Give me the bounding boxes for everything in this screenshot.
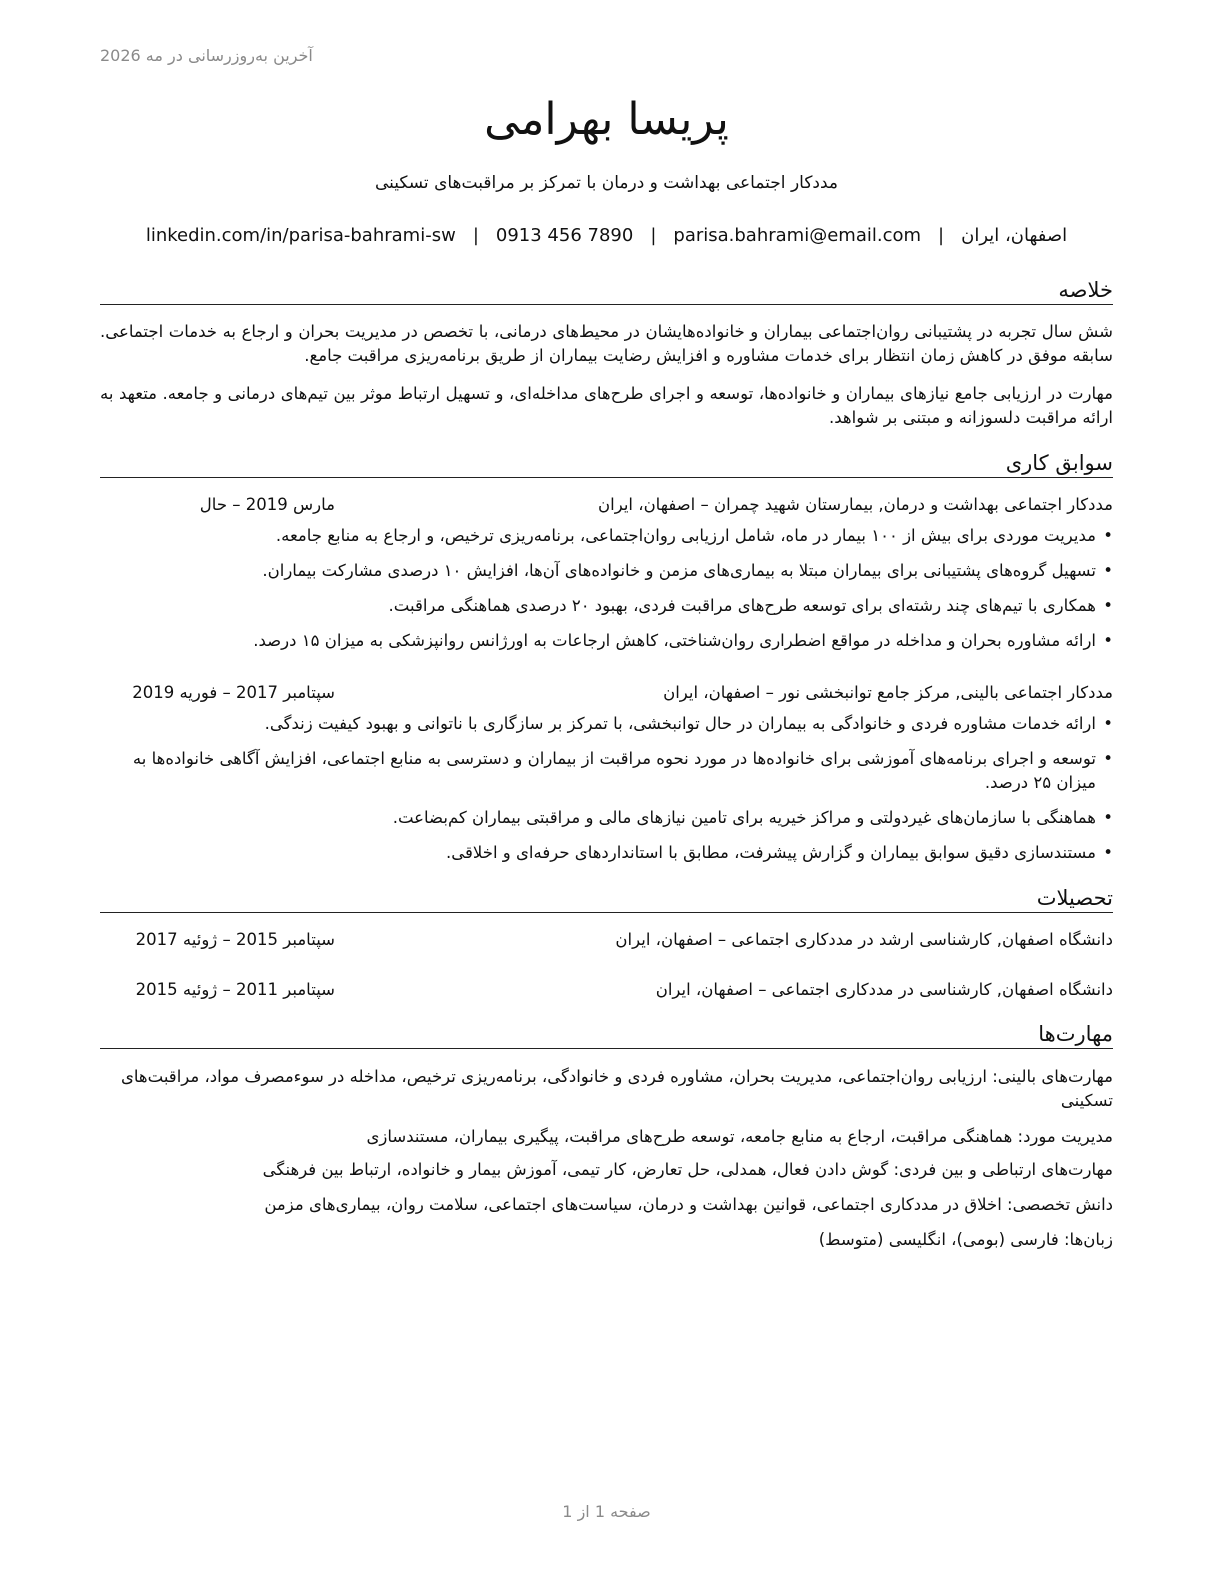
skill-line: دانش تخصصی: اخلاق در مددکاری اجتماعی، قوانین بهداشت و درمان، سیاست‌های اجتماعی، سلامت روان، بیماری‌های مزمن [264, 1195, 1113, 1214]
contact-line [100, 222, 1113, 250]
job-header [100, 492, 1113, 518]
contact-separator: | [472, 225, 479, 246]
contact-location: اصفهان، ایران [961, 225, 1068, 246]
section-title-education: تحصیلات [100, 884, 1113, 913]
job-bullet: • تسهیل گروه‌های پشتیبانی برای بیماران مبتلا به بیماری‌های مزمن و خانواده‌های آن‌ها، افزایش ۱۰ درصدی مشارکت بیماران. [100, 559, 1113, 583]
skill-line: مدیریت مورد: هماهنگی مراقبت، ارجاع به منابع جامعه، توسعه طرح‌های مراقبت، پیگیری بیماران، مستندسازی [366, 1127, 1113, 1146]
summary-paragraph: مهارت در ارزیابی جامع نیازهای بیماران و خانواده‌ها، توسعه و اجرای طرح‌های مداخله‌ای، و تسهیل ارتباط موثر بین تیم‌های درمانی و جامعه. متعهد به ارائه مراقبت دلسوزانه و مبتنی بر شواهد. [100, 384, 1113, 427]
education-title: دانشگاه اصفهان, کارشناسی در مددکاری اجتماعی – اصفهان، ایران [655, 980, 1113, 999]
skill-line: زبان‌ها: فارسی (بومی)، انگلیسی (متوسط) [818, 1230, 1113, 1249]
resume-page [100, 0, 1113, 1584]
job-bullet: • مستندسازی دقیق سوابق بیماران و گزارش پیشرفت، مطابق با استانداردهای حرفه‌ای و اخلاقی. [100, 841, 1113, 865]
last-updated-note: آخرین به‌روزرسانی در مه 2026 [100, 46, 313, 65]
job-bullet: • توسعه و اجرای برنامه‌های آموزشی برای خانواده‌ها در مورد نحوه مراقبت از بیماران و دسترسی به منابع اجتماعی، افزایش آگاهی خانواده‌ها به میزان ۲۵ درصد. [100, 747, 1113, 795]
contact-phone: 0913 456 7890 [495, 225, 634, 246]
candidate-name: پریسا بهرامی [484, 94, 729, 145]
job-bullet: • ارائه خدمات مشاوره فردی و خانوادگی به بیماران در حال توانبخشی، با تمرکز بر سازگاری با ناتوانی و بهبود کیفیت زندگی. [100, 712, 1113, 736]
job-title: مددکار اجتماعی بالینی, مرکز جامع توانبخشی نور – اصفهان، ایران [663, 683, 1113, 702]
candidate-headline: مددکار اجتماعی بهداشت و درمان با تمرکز بر مراقبت‌های تسکینی [374, 173, 839, 193]
job-bullet: • همکاری با تیم‌های چند رشته‌ای برای توسعه طرح‌های مراقبت فردی، بهبود ۲۰ درصدی هماهنگی مراقبت. [100, 594, 1113, 618]
section-title-summary: خلاصه [100, 276, 1113, 305]
contact-separator: | [650, 225, 657, 246]
job-dates: مارس 2019 – حال [199, 495, 335, 514]
section-title-experience: سوابق کاری [100, 449, 1113, 478]
education-item [100, 977, 1113, 1003]
education-item [100, 927, 1113, 953]
skill-line: مهارت‌های بالینی: ارزیابی روان‌اجتماعی، مدیریت بحران، مشاوره فردی و خانوادگی، برنامه‌ریزی ترخیص، مداخله در سوءمصرف مواد، مراقبت‌های تسکینی [120, 1067, 1113, 1110]
job-dates: سپتامبر 2017 – فوریه 2019 [132, 683, 335, 702]
contact-email[interactable]: parisa.bahrami@email.com [673, 225, 922, 246]
job-bullet: • ارائه مشاوره بحران و مداخله در مواقع اضطراری روان‌شناختی، کاهش ارجاعات به اورژانس روانپزشکی به میزان ۱۵ درصد. [100, 629, 1113, 653]
education-dates: سپتامبر 2011 – ژوئیه 2015 [135, 980, 335, 999]
page-number: صفحه 1 از 1 [562, 1502, 651, 1521]
education-dates: سپتامبر 2015 – ژوئیه 2017 [135, 930, 335, 949]
education-title: دانشگاه اصفهان, کارشناسی ارشد در مددکاری اجتماعی – اصفهان، ایران [615, 930, 1113, 949]
job-bullet: • هماهنگی با سازمان‌های غیردولتی و مراکز خیریه برای تامین نیازهای مالی و مراقبتی بیماران کم‌بضاعت. [100, 806, 1113, 830]
section-title-skills: مهارت‌ها [100, 1020, 1113, 1049]
job-bullets [100, 712, 1113, 865]
job-header [100, 680, 1113, 706]
job-bullet: • مدیریت موردی برای بیش از ۱۰۰ بیمار در ماه، شامل ارزیابی روان‌اجتماعی، برنامه‌ریزی ترخیص، و ارجاع به منابع جامعه. [100, 524, 1113, 548]
contact-separator: | [938, 225, 945, 246]
job-title: مددکار اجتماعی بهداشت و درمان, بیمارستان شهید چمران – اصفهان، ایران [598, 495, 1113, 514]
skill-line: مهارت‌های ارتباطی و بین فردی: گوش دادن فعال، همدلی، حل تعارض، کار تیمی، آموزش بیمار و خانواده، ارتباط بین فرهنگی [262, 1160, 1113, 1179]
summary-paragraph: شش سال تجربه در پشتیبانی روان‌اجتماعی بیماران و خانواده‌هایشان در محیط‌های درمانی، با تخصص در مدیریت بحران و ارجاع به خدمات اجتماعی. سابقه موفق در کاهش زمان انتظار برای خدمات مشاوره و افزایش رضایت بیماران از طریق برنامه‌ریزی مراقبت جامع. [100, 322, 1113, 365]
job-bullets [100, 524, 1113, 653]
contact-linkedin[interactable]: linkedin.com/in/parisa-bahrami-sw [145, 225, 456, 246]
